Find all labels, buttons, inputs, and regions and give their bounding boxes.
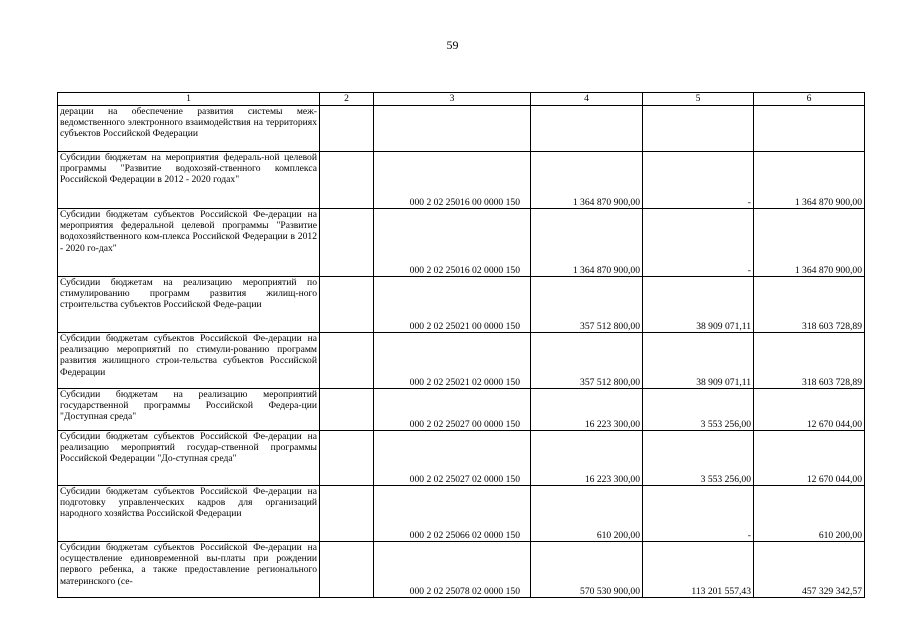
executed-amount: 38 909 071,11 [643, 333, 754, 389]
plan-amount: 16 223 300,00 [531, 389, 643, 431]
executed-amount: 38 909 071,11 [643, 277, 754, 333]
remainder-amount: 1 364 870 900,00 [754, 209, 865, 277]
column-number: 1 [58, 93, 320, 106]
item-name: Субсидии бюджетам субъектов Российской Фе-дерации на подготовку управленческих кадров для организаций народного хозяйства Российской Федерации [58, 486, 320, 542]
plan-amount: 357 512 800,00 [531, 277, 643, 333]
item-name: Субсидии бюджетам субъектов Российской Фе-дерации на реализацию мероприятий государ-ственной программы Российской Федерации "До-ступная среда" [58, 431, 320, 486]
budget-code: 000 2 02 25066 02 0000 150 [374, 486, 531, 542]
executed-amount: 3 553 256,00 [643, 389, 754, 431]
remainder-amount: 1 364 870 900,00 [754, 152, 865, 209]
plan-amount [531, 106, 643, 152]
table-row [58, 542, 865, 598]
column-2-cell [320, 389, 374, 431]
column-2-cell [320, 333, 374, 389]
remainder-amount: 457 329 342,57 [754, 542, 865, 598]
table-row [58, 333, 865, 389]
column-2-cell [320, 152, 374, 209]
column-2-cell [320, 431, 374, 486]
page-number: 59 [446, 38, 459, 52]
table-row [58, 106, 865, 152]
remainder-amount: 12 670 044,00 [754, 431, 865, 486]
budget-code [374, 106, 531, 152]
table-row [58, 431, 865, 486]
executed-amount: - [643, 152, 754, 209]
plan-amount: 570 530 900,00 [531, 542, 643, 598]
executed-amount [643, 106, 754, 152]
budget-code: 000 2 02 25027 00 0000 150 [374, 389, 531, 431]
item-name: Субсидии бюджетам субъектов Российской Фе-дерации на осуществление единовременной вы-платы при рождении первого ребенка, а также предоставление регионального материнского (се- [58, 542, 320, 598]
item-name: Субсидии бюджетам субъектов Российской Фе-дерации на реализацию мероприятий по стимули-рованию программ развития жилищного строи-тельства субъектов Российской Федерации [58, 333, 320, 389]
column-number: 6 [754, 93, 865, 106]
remainder-amount: 610 200,00 [754, 486, 865, 542]
item-name: дерации на обеспечение развития системы меж-ведомственного электронного взаимодействия на территориях субъектов Российской Федерации [58, 106, 320, 152]
plan-amount: 610 200,00 [531, 486, 643, 542]
column-number: 5 [643, 93, 754, 106]
table-row [58, 486, 865, 542]
column-number-row [58, 93, 865, 106]
item-name: Субсидии бюджетам на мероприятия федераль-ной целевой программы "Развитие водохозяй-ственного комплекса Российской Федерации в 2012 - 2020 годах" [58, 152, 320, 209]
remainder-amount: 318 603 728,89 [754, 277, 865, 333]
remainder-amount: 318 603 728,89 [754, 333, 865, 389]
executed-amount: 113 201 557,43 [643, 542, 754, 598]
budget-table [57, 92, 865, 598]
column-number: 3 [374, 93, 531, 106]
plan-amount: 1 364 870 900,00 [531, 152, 643, 209]
executed-amount: - [643, 486, 754, 542]
item-name: Субсидии бюджетам на реализацию мероприятий по стимулированию программ развития жилищ-ного строительства субъектов Российской Феде-рации [58, 277, 320, 333]
remainder-amount: 12 670 044,00 [754, 389, 865, 431]
column-2-cell [320, 106, 374, 152]
table-row [58, 152, 865, 209]
plan-amount: 357 512 800,00 [531, 333, 643, 389]
column-number: 2 [320, 93, 374, 106]
budget-code: 000 2 02 25021 02 0000 150 [374, 333, 531, 389]
column-2-cell [320, 542, 374, 598]
item-name: Субсидии бюджетам субъектов Российской Фе-дерации на мероприятия федеральной целевой программы "Развитие водохозяйственного ком-плекса Российской Федерации в 2012 - 2020 го-дах" [58, 209, 320, 277]
column-number: 4 [531, 93, 643, 106]
table-row [58, 389, 865, 431]
column-2-cell [320, 486, 374, 542]
budget-code: 000 2 02 25016 02 0000 150 [374, 209, 531, 277]
budget-code: 000 2 02 25027 02 0000 150 [374, 431, 531, 486]
table-row [58, 277, 865, 333]
item-name: Субсидии бюджетам на реализацию мероприятий государственной программы Российской Федера-ции "Доступная среда" [58, 389, 320, 431]
plan-amount: 16 223 300,00 [531, 431, 643, 486]
budget-code: 000 2 02 25078 02 0000 150 [374, 542, 531, 598]
column-2-cell [320, 209, 374, 277]
column-2-cell [320, 277, 374, 333]
table-row [58, 209, 865, 277]
executed-amount: 3 553 256,00 [643, 431, 754, 486]
remainder-amount [754, 106, 865, 152]
budget-code: 000 2 02 25016 00 0000 150 [374, 152, 531, 209]
plan-amount: 1 364 870 900,00 [531, 209, 643, 277]
executed-amount: - [643, 209, 754, 277]
budget-code: 000 2 02 25021 00 0000 150 [374, 277, 531, 333]
